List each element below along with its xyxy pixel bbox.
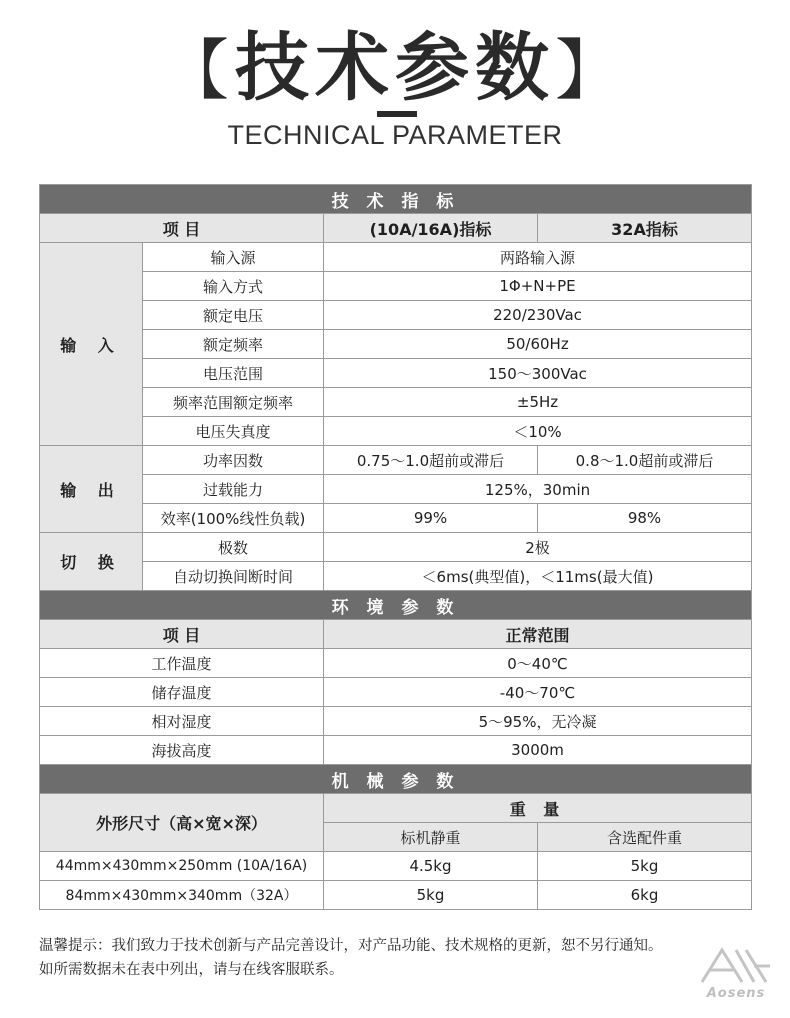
row-label: 额定频率: [143, 330, 324, 359]
group-label-input: 输 入: [40, 243, 143, 446]
row-value: 两路输入源: [324, 243, 752, 272]
row-option-weight: 5kg: [538, 852, 752, 881]
row-standard-weight: 5kg: [324, 881, 538, 910]
title-text: 技术参数: [235, 25, 555, 111]
row-label: 额定电压: [143, 301, 324, 330]
header-row-environment: [40, 620, 752, 649]
brand-logo: [696, 944, 776, 1004]
row-label: 储存温度: [40, 678, 324, 707]
table-row: [40, 707, 752, 736]
row-value: 150～300Vac: [324, 359, 752, 388]
section-row-mechanical: [40, 765, 752, 794]
table-row: [40, 388, 752, 417]
col-header-range: 正常范围: [324, 620, 752, 649]
table-row: [40, 475, 752, 504]
table-row: [40, 852, 752, 881]
row-label: 自动切换间断时间: [143, 562, 324, 591]
row-option-weight: 6kg: [538, 881, 752, 910]
row-label: 电压范围: [143, 359, 324, 388]
col-header-dimensions: 外形尺寸（高×宽×深）: [40, 794, 324, 852]
table-row: [40, 533, 752, 562]
section-row-technical: [40, 185, 752, 214]
row-value: 0～40℃: [324, 649, 752, 678]
notice-line: 温馨提示：我们致力于技术创新与产品完善设计，对产品功能、技术规格的更新，恕不另行通知。: [39, 938, 663, 954]
table-row: [40, 446, 752, 475]
row-value: 5～95%，无冷凝: [324, 707, 752, 736]
table-row: [40, 330, 752, 359]
row-value-16a: 0.75～1.0超前或滞后: [324, 446, 538, 475]
table-row: [40, 417, 752, 446]
col-header-item: 项 目: [40, 620, 324, 649]
row-label: 相对湿度: [40, 707, 324, 736]
table-row: [40, 301, 752, 330]
row-label: 电压失真度: [143, 417, 324, 446]
col-header-item: 项 目: [40, 214, 324, 243]
table-row: [40, 504, 752, 533]
col-header-option-weight: 含选配件重: [538, 823, 752, 852]
row-value-32a: 0.8～1.0超前或滞后: [538, 446, 752, 475]
row-dimensions: 84mm×430mm×340mm（32A）: [40, 881, 324, 910]
group-label-output: 输 出: [40, 446, 143, 533]
table-row: [40, 243, 752, 272]
notice-line: 如所需数据未在表中列出，请与在线客服联系。: [39, 962, 344, 978]
title-block: [0, 26, 790, 113]
row-label: 功率因数: [143, 446, 324, 475]
notice: [39, 934, 779, 982]
section-title-mechanical: 机 械 参 数: [40, 765, 752, 794]
row-label: 工作温度: [40, 649, 324, 678]
header-row-mechanical: [40, 794, 752, 823]
row-value: -40～70℃: [324, 678, 752, 707]
row-label: 海拔高度: [40, 736, 324, 765]
title-bracket-right: 】: [555, 32, 627, 109]
table-row: [40, 736, 752, 765]
brand-logo-icon: [696, 944, 776, 986]
row-value: 2极: [324, 533, 752, 562]
table-row: [40, 272, 752, 301]
row-value: 50/60Hz: [324, 330, 752, 359]
row-label: 频率范围额定频率: [143, 388, 324, 417]
spec-table: [39, 184, 752, 910]
row-standard-weight: 4.5kg: [324, 852, 538, 881]
col-header-weight: 重 量: [324, 794, 752, 823]
row-value-32a: 98%: [538, 504, 752, 533]
brand-logo-text: Aosens: [706, 986, 766, 1001]
table-row: [40, 649, 752, 678]
row-value: 125%，30min: [324, 475, 752, 504]
col-header-32a: 32A指标: [538, 214, 752, 243]
section-row-environment: [40, 591, 752, 620]
row-label: 过载能力: [143, 475, 324, 504]
row-value-16a: 99%: [324, 504, 538, 533]
row-value: 1Φ+N+PE: [324, 272, 752, 301]
table-row: [40, 359, 752, 388]
row-value: 220/230Vac: [324, 301, 752, 330]
title-bracket-left: 【: [163, 32, 235, 109]
row-value: 3000m: [324, 736, 752, 765]
row-label: 输入方式: [143, 272, 324, 301]
header-row-technical: [40, 214, 752, 243]
row-label: 输入源: [143, 243, 324, 272]
row-label: 极数: [143, 533, 324, 562]
row-value: ±5Hz: [324, 388, 752, 417]
group-label-switch: 切 换: [40, 533, 143, 591]
section-title-technical: 技 术 指 标: [40, 185, 752, 214]
page-title: [163, 26, 627, 113]
row-value: ＜10%: [324, 417, 752, 446]
table-row: [40, 678, 752, 707]
section-title-environment: 环 境 参 数: [40, 591, 752, 620]
title-underline: [377, 111, 417, 117]
page-subtitle: TECHNICAL PARAMETER: [227, 120, 563, 150]
col-header-standard-weight: 标机静重: [324, 823, 538, 852]
table-row: [40, 562, 752, 591]
table-row: [40, 881, 752, 910]
row-value: ＜6ms(典型值)，＜11ms(最大值): [324, 562, 752, 591]
col-header-16a: (10A/16A)指标: [324, 214, 538, 243]
row-label: 效率(100%线性负载): [143, 504, 324, 533]
row-dimensions: 44mm×430mm×250mm (10A/16A): [40, 852, 324, 881]
